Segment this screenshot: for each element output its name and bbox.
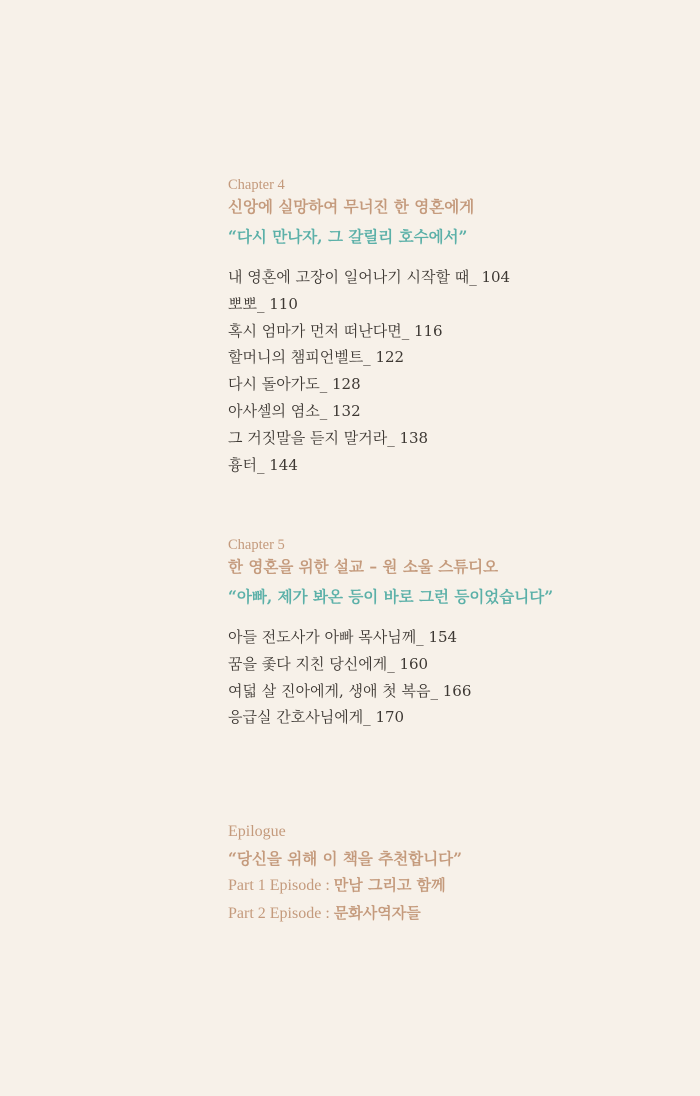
epilogue-label: Epilogue [228,823,286,840]
toc-item[interactable]: 아들 전도사가 아빠 목사님께_ 154 [228,628,458,646]
chapter-4-title: 신앙에 실망하여 무너진 한 영혼에게 [228,197,475,216]
toc-item[interactable]: 뽀뽀_ 110 [228,294,298,313]
toc-item[interactable]: 아사셀의 염소_ 132 [228,401,361,420]
epilogue-part-2-prefix: Part 2 Episode : [228,904,334,922]
epilogue-part-1[interactable] [228,872,668,900]
chapter-4-label: Chapter 4 [228,177,285,193]
epilogue-part-1-title: 만남 그리고 함께 [333,876,446,894]
chapter-5-toc-list [228,624,668,731]
toc-item[interactable]: 내 영혼에 고장이 일어나기 시작할 때_ 104 [228,268,511,286]
toc-item[interactable]: 혹시 엄마가 먼저 떠난다면_ 116 [228,321,443,340]
epilogue-part-2[interactable] [228,900,668,928]
epilogue-section [228,819,668,927]
chapter-4-toc-list [228,264,668,478]
toc-item[interactable]: 흉터_ 144 [228,455,298,474]
toc-item[interactable]: 여덟 살 진아에게, 생애 첫 복음_ 166 [228,681,472,700]
chapter-5-label: Chapter 5 [228,537,285,553]
toc-item[interactable]: 할머니의 챔피언벨트_ 122 [228,348,405,367]
chapter-4-quote: “다시 만나자, 그 갈릴리 호수에서” [228,227,468,246]
epilogue-part-2-title: 문화사역자들 [333,903,421,922]
epilogue-quote: “당신을 위해 이 책을 추천합니다” [228,848,463,868]
toc-item[interactable]: 꿈을 좇다 지친 당신에게_ 160 [228,654,429,673]
chapter-5-title: 한 영혼을 위한 설교 – 원 소울 스튜디오 [228,557,499,576]
chapter-5-quote: “아빠, 제가 봐온 등이 바로 그런 등이었습니다” [228,587,554,606]
toc-item[interactable]: 그 거짓말을 듣지 말거라_ 138 [228,428,429,447]
epilogue-part-1-prefix: Part 1 Episode : [228,877,334,894]
toc-item[interactable]: 응급실 간호사님에게_ 170 [228,708,405,727]
chapter-5-section [228,536,668,731]
chapter-4-section [228,176,668,478]
toc-item[interactable]: 다시 돌아가도_ 128 [228,375,361,394]
